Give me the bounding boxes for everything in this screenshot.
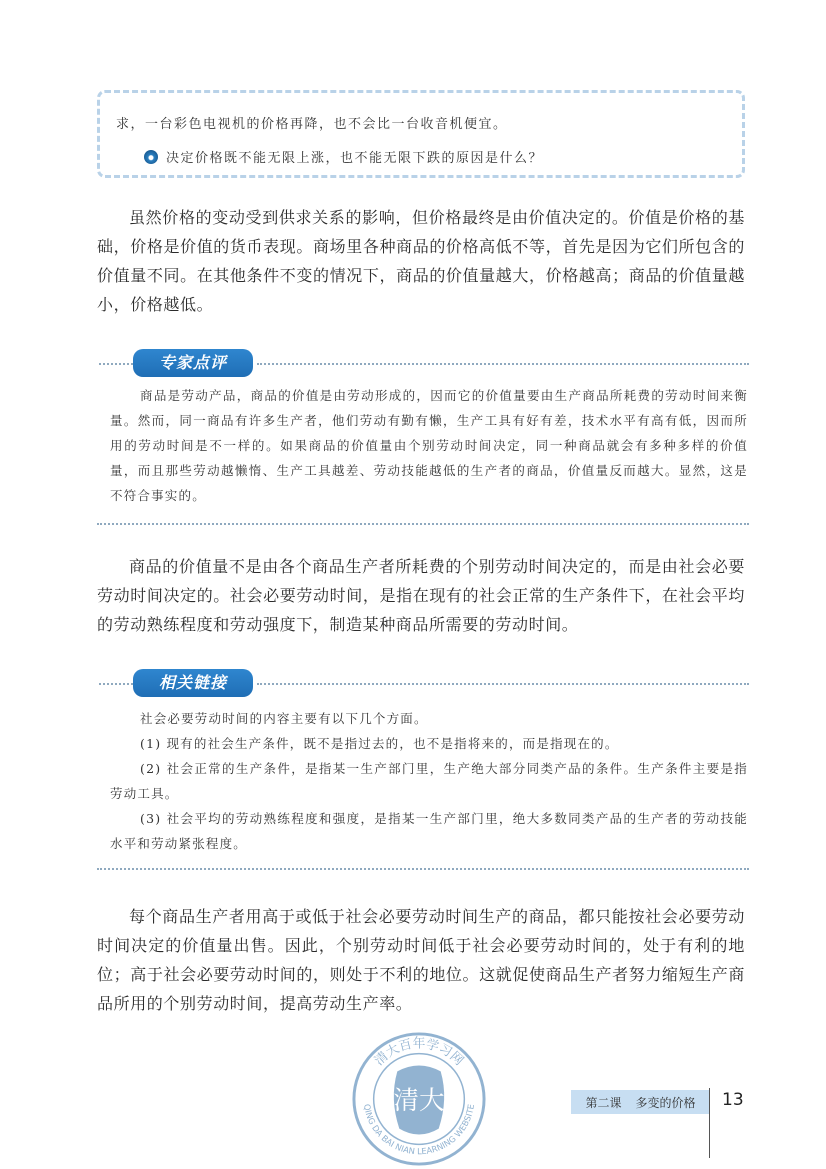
lesson-title: 多变的价格 <box>635 1095 696 1110</box>
dotted-divider <box>99 363 133 365</box>
related-link-item-1: (1) 现有的社会生产条件，既不是指过去的，也不是指将来的，而是指现在的。 <box>140 736 619 751</box>
svg-text:清大: 清大 <box>393 1085 445 1116</box>
thinking-box-text: 求，一台彩色电视机的价格再降，也不会比一台收音机便宜。 <box>116 117 508 132</box>
footer-divider <box>709 1088 710 1158</box>
chapter-tab <box>571 1090 710 1114</box>
expert-review-text <box>110 383 748 508</box>
svg-text:QING DA BAI NIAN LEARNING WEBS: QING DA BAI NIAN LEARNING WEBSITE <box>361 1103 476 1157</box>
body-paragraph-3: 每个商品生产者用高于或低于社会必要劳动时间生产的商品，都只能按社会必要劳动时间决定的价值量出售。因此，个别劳动时间低于社会必要劳动时间的，处于有利的地位；高于社会必要劳动时间的，则处于不利的地位。这就促使商品生产者努力缩短生产商品所用的个别劳动时间，提高劳动生产率。 <box>97 907 745 1013</box>
body-paragraph-1: 虽然价格的变动受到供求关系的影响，但价格最终是由价值决定的。价值是价格的基础，价格是价值的货币表现。商场里各种商品的价格高低不等，首先是因为它们所包含的价值量不同。在其他条件不变的情况下，商品的价值量越大，价格越高；商品的价值量越小，价格越低。 <box>97 208 745 314</box>
related-link-intro: 社会必要劳动时间的内容主要有以下几个方面。 <box>140 711 428 726</box>
dotted-divider <box>257 683 749 685</box>
question-text: 决定价格既不能无限上涨，也不能无限下跌的原因是什么？ <box>166 151 544 166</box>
dotted-divider <box>257 363 749 365</box>
question-bullet-icon <box>144 150 158 164</box>
page-number: 13 <box>722 1090 744 1110</box>
expert-review-header <box>97 349 749 379</box>
dotted-divider <box>97 523 749 525</box>
body-paragraph-2: 商品的价值量不是由各个商品生产者所耗费的个别劳动时间决定的，而是由社会必要劳动时间决定的。社会必要劳动时间，是指在现有的社会正常的生产条件下，在社会平均的劳动熟练程度和劳动强度下，制造某种商品所需要的劳动时间。 <box>97 557 745 634</box>
dotted-divider <box>99 683 133 685</box>
expert-review-body: 商品是劳动产品，商品的价值是由劳动形成的，因而它的价值量要由生产商品所耗费的劳动时间来衡量。然而，同一商品有许多生产者，他们劳动有勤有懒，生产工具有好有差，技术水平有高有低，因而所用的劳动时间是不一样的。如果商品的价值量由个别劳动时间决定，同一种商品就会有多种多样的价值量，而且那些劳动越懒惰、生产工具越差、劳动技能越低的生产者的商品，价值量反而越大。显然，这是不符合事实的。 <box>110 388 748 503</box>
related-link-title: 相关链接 <box>133 669 253 697</box>
dotted-divider <box>97 868 749 870</box>
related-link-header <box>97 669 749 699</box>
watermark-stamp-icon <box>350 1030 488 1168</box>
related-link-item-2: (2) 社会正常的生产条件，是指某一生产部门里，生产绝大部分同类产品的条件。生产条件主要是指劳动工具。 <box>110 761 748 801</box>
expert-review-title: 专家点评 <box>133 349 253 377</box>
related-link-item-3: (3) 社会平均的劳动熟练程度和强度，是指某一生产部门里，绝大多数同类产品的生产者的劳动技能水平和劳动紧张程度。 <box>110 811 748 851</box>
related-link-text <box>110 706 748 856</box>
thinking-box <box>97 90 745 178</box>
thinking-question <box>144 147 543 166</box>
lesson-number: 第二课 <box>585 1095 622 1110</box>
svg-text:清大百年学习网: 清大百年学习网 <box>371 1036 467 1069</box>
